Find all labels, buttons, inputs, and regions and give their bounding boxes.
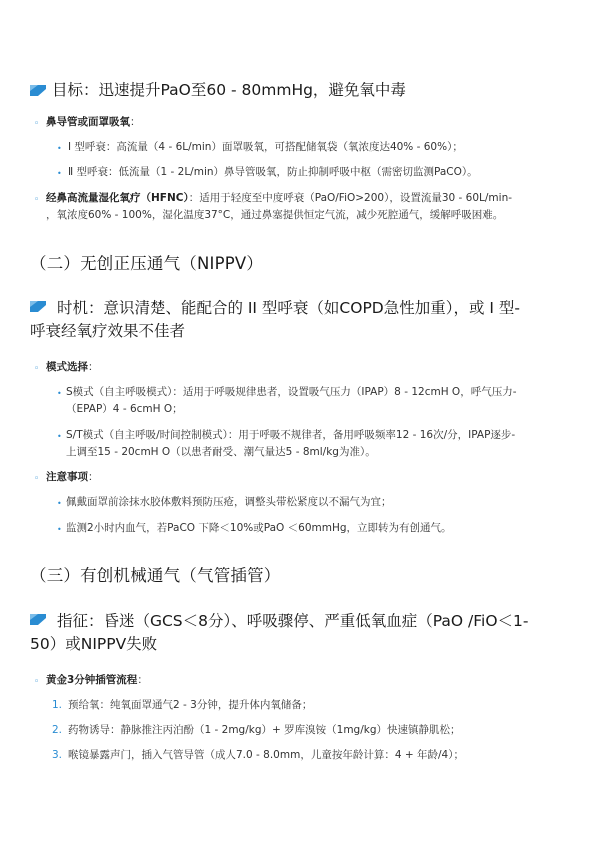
- item-colon: ：: [130, 116, 141, 128]
- step-number: 1.: [52, 699, 63, 711]
- heading-line: 指征：昏迷（GCS＜8分）、呼吸骤停、严重低氧血症（PaO /FiO＜1-: [56, 612, 529, 630]
- step-text: 喉镜暴露声门，插入气管导管（成人7.0 - 8.0mm，儿童按年龄计算：4 + 年龄/4）；: [68, 749, 464, 761]
- bullet-dot-icon: •: [57, 432, 62, 441]
- bullet-dot-icon: •: [57, 144, 62, 153]
- item-label: 黄金3分钟插管流程: [46, 674, 138, 686]
- sub-list-item: 监测2小时内血气，若PaCO 下降＜10%或PaO ＜60mmHg，立即转为有创通气。: [66, 522, 452, 534]
- list-item: [46, 359, 99, 376]
- section-title: （二）无创正压通气（NIPPV）: [30, 254, 264, 273]
- goal-title: 目标：迅速提升PaO至60 - 80mmHg，避免氧中毒: [52, 81, 406, 99]
- step-number: 3.: [52, 749, 63, 761]
- sub-list-item: Ⅱ 型呼衰：低流量（1 - 2L/min）鼻导管吸氧，防止抑制呼吸中枢（需密切监测PaCO）。: [68, 166, 478, 178]
- bullet-dot-icon: •: [57, 499, 62, 508]
- item-label: 注意事项: [46, 471, 88, 483]
- bullet-circle-icon: ◦: [34, 119, 40, 129]
- indication-heading: [30, 610, 570, 656]
- heading-line: 50）或NIPPV失败: [30, 635, 158, 653]
- sub-list-item-cont: （EPAP）4 - 6cmH O；: [66, 403, 183, 415]
- sub-list-item: Ⅰ 型呼衰：高流量（4 - 6L/min）面罩吸氧，可搭配储氧袋（氧浓度达40% - 60%）；: [68, 141, 463, 153]
- item-text-cont: ，氧浓度60% - 100%，湿化温度37°C，通过鼻塞提供恒定气流，减少死腔通气，缓解呼吸困难。: [46, 209, 504, 221]
- item-text: ：适用于轻度至中度呼衰（PaO/FiO>200），设置流量30 - 60L/min-: [188, 192, 513, 204]
- sub-list-item: S/T模式（自主呼吸/时间控制模式）：用于呼吸不规律者，备用呼吸频率12 - 16次/分，IPAP逐步-: [66, 429, 516, 441]
- item-colon: ：: [88, 471, 99, 483]
- list-item: [46, 114, 141, 131]
- step-number: 2.: [52, 724, 63, 736]
- step-text: 药物诱导：静脉推注丙泊酚（1 - 2mg/kg）+ 罗库溴铵（1mg/kg）快速镇静肌松；: [68, 724, 461, 736]
- list-item: [46, 469, 99, 486]
- item-label: 鼻导管或面罩吸氧: [46, 116, 130, 128]
- sub-list-item: S模式（自主呼吸模式）：适用于呼吸规律患者，设置吸气压力（IPAP）8 - 12cmH O，呼气压力-: [66, 386, 517, 398]
- bullet-circle-icon: ◦: [34, 474, 40, 484]
- sub-list-item-cont: 上调至15 - 20cmH O（以患者耐受、潮气量达5 - 8ml/kg为准）。: [66, 446, 376, 458]
- item-label: 经鼻高流量湿化氧疗（HFNC）: [46, 192, 189, 204]
- sub-list-item: 佩戴面罩前涂抹水胶体敷料预防压疮，调整头带松紧度以不漏气为宜；: [66, 496, 392, 508]
- bullet-circle-icon: ◦: [34, 195, 40, 205]
- heading-line: 呼衰经氧疗效果不佳者: [30, 322, 186, 340]
- goal-heading: [30, 79, 406, 101]
- timing-heading: [30, 297, 570, 343]
- flag-icon: [30, 85, 46, 96]
- heading-line: 时机：意识清楚、能配合的 II 型呼衰（如COPD急性加重），或 I 型-: [56, 299, 521, 317]
- list-item: [46, 672, 148, 689]
- bullet-dot-icon: •: [57, 169, 62, 178]
- list-item: [46, 190, 586, 207]
- section-title: （三）有创机械通气（气管插管）: [30, 566, 281, 585]
- step-text: 预给氧：纯氧面罩通气2 - 3分钟，提升体内氧储备；: [68, 699, 313, 711]
- item-colon: ：: [88, 361, 99, 373]
- bullet-dot-icon: •: [57, 525, 62, 534]
- flag-icon: [30, 301, 46, 312]
- item-label: 模式选择: [46, 361, 88, 373]
- bullet-circle-icon: ◦: [34, 677, 40, 687]
- flag-icon: [30, 614, 46, 625]
- bullet-circle-icon: ◦: [34, 364, 40, 374]
- bullet-dot-icon: •: [57, 389, 62, 398]
- item-colon: ：: [137, 674, 148, 686]
